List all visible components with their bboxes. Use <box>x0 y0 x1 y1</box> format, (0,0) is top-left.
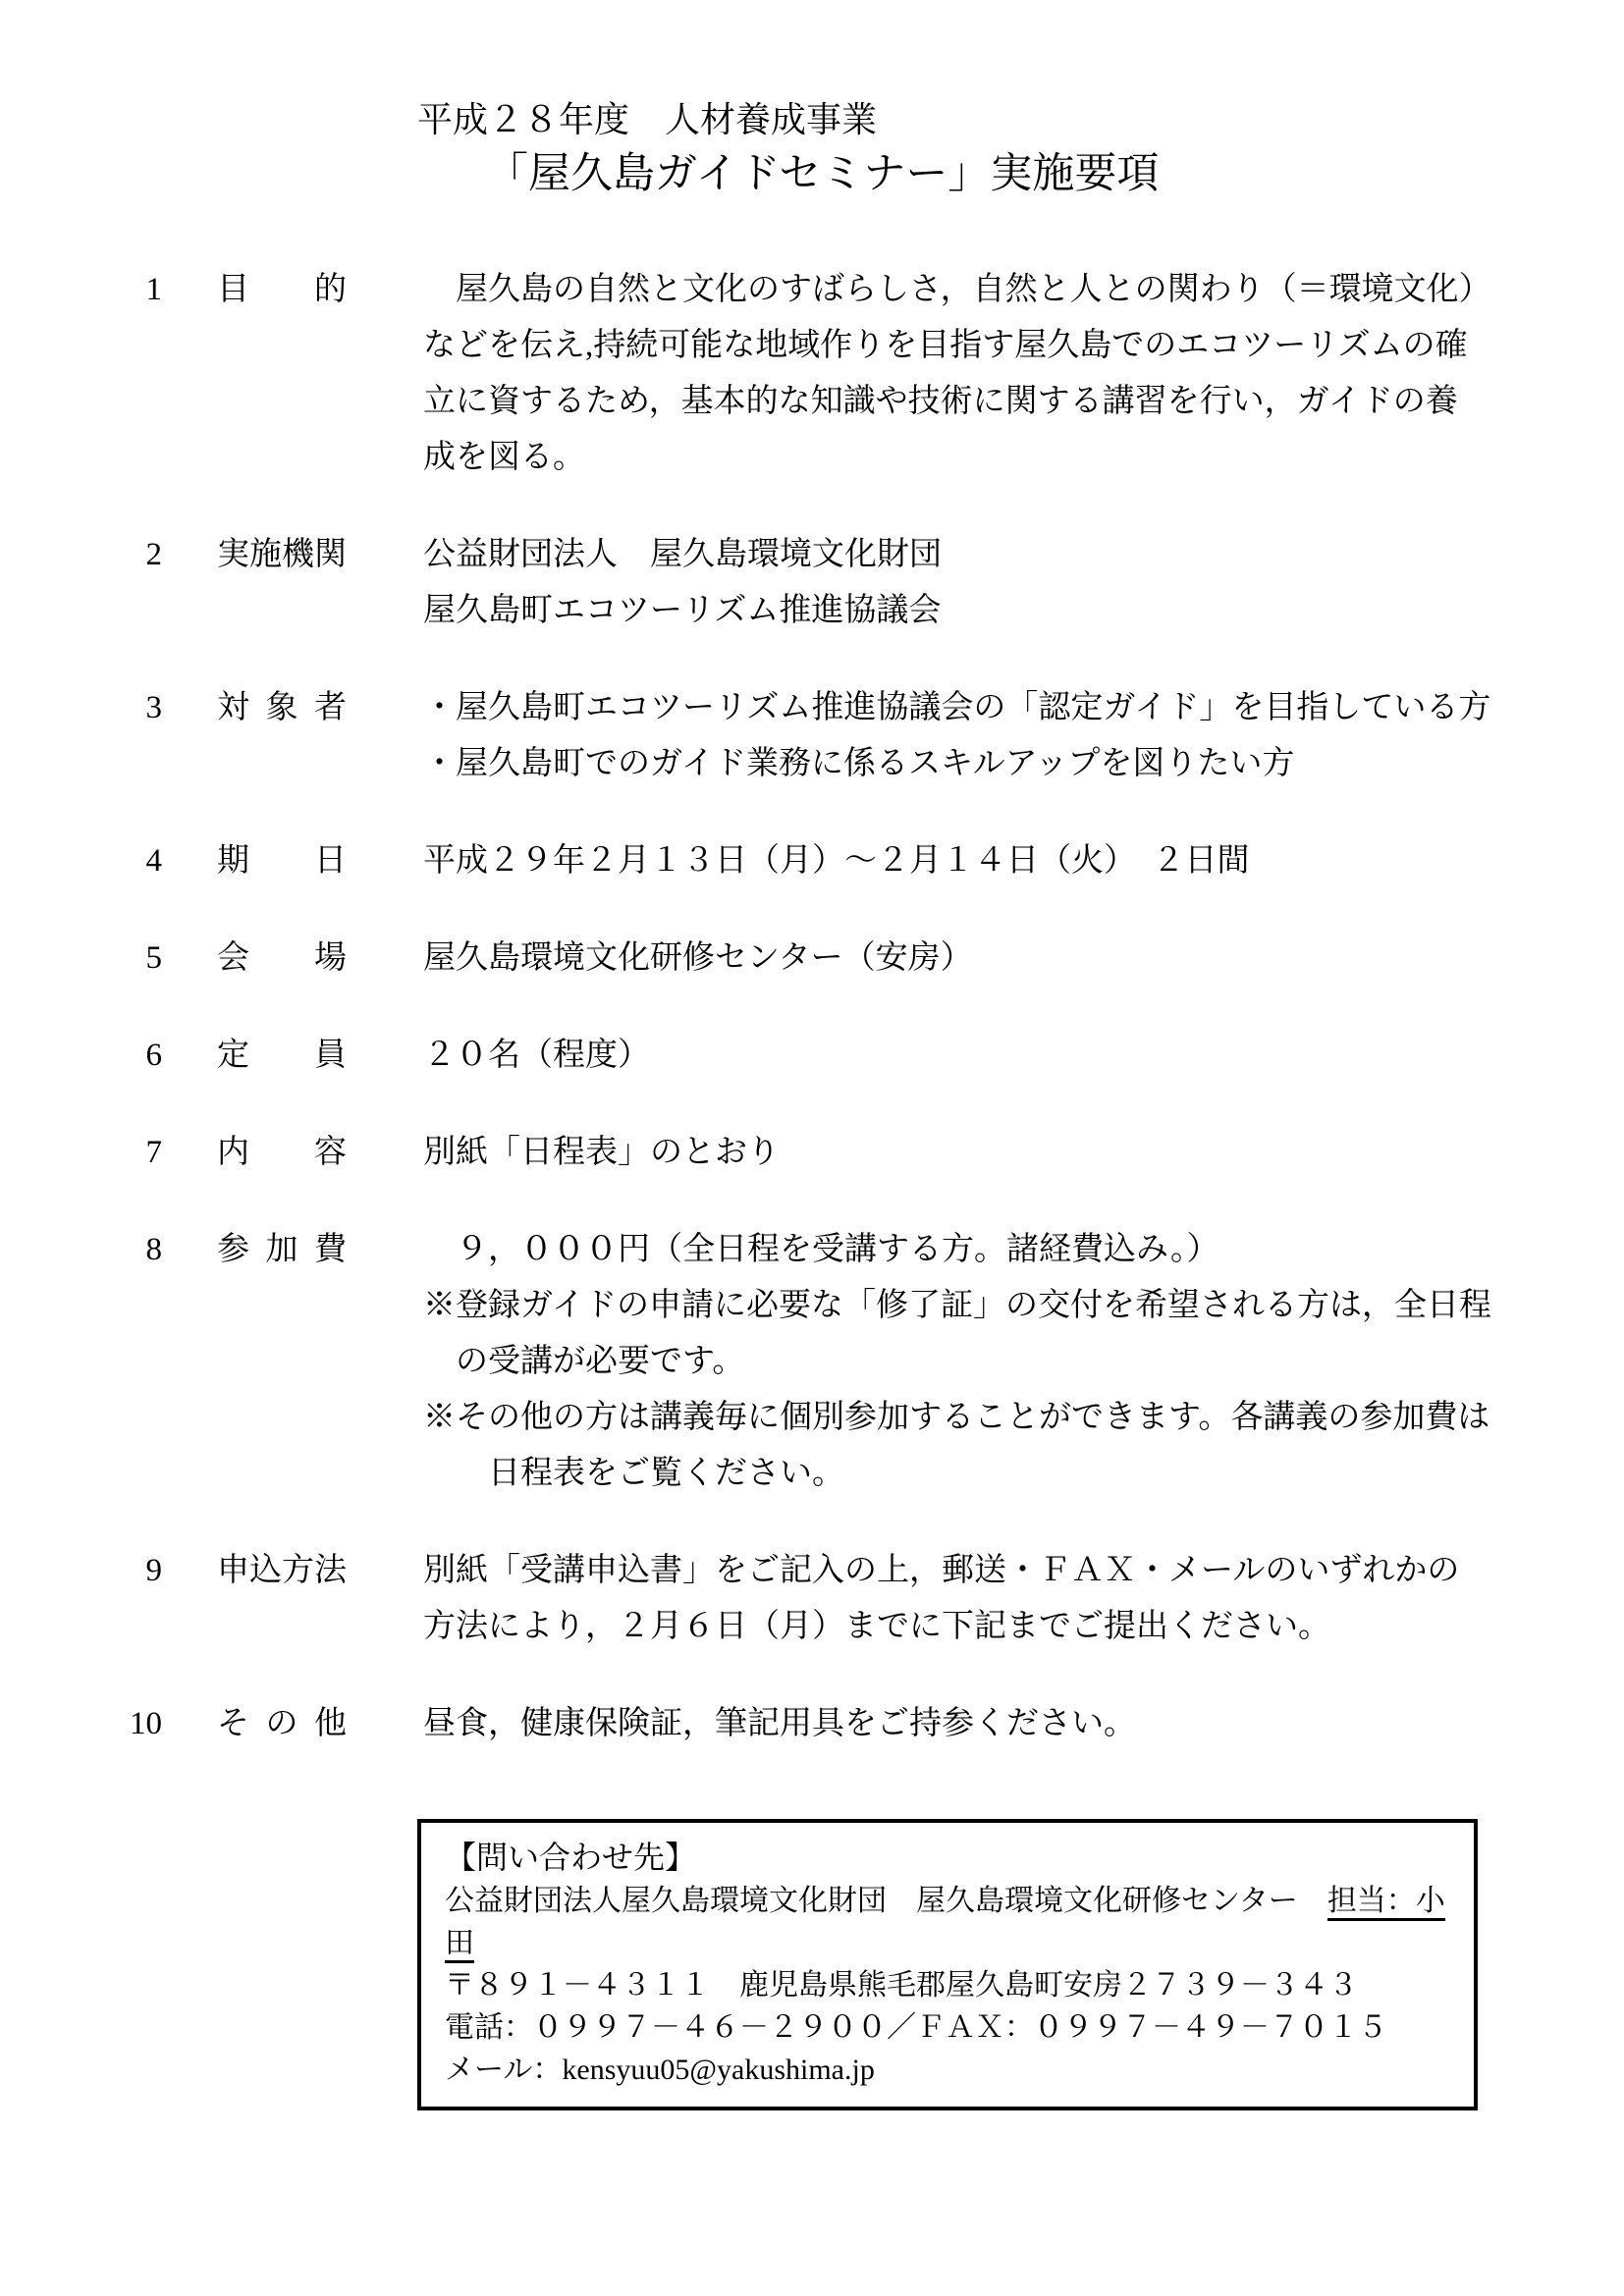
item-label: 参加費 <box>217 1231 347 1267</box>
text-line: 立に資するため，基本的な知識や技術に関する講習を行い，ガイドの養 <box>423 383 1458 419</box>
contact-heading: 【問い合わせ先】 <box>445 1839 697 1875</box>
item-content <box>423 931 1508 987</box>
text-line: ※登録ガイドの申請に必要な「修了証」の交付を希望される方は，全日程 <box>423 1287 1492 1323</box>
text-line: ※その他の方は講義毎に個別参加することができます。各講義の参加費は <box>423 1399 1490 1435</box>
item-label: 申込方法 <box>217 1552 347 1588</box>
item-label: 定員 <box>217 1037 347 1073</box>
item-number: 5 <box>145 939 162 976</box>
contact-org: 公益財団法人屋久島環境文化財団 屋久島環境文化研修センター <box>445 1884 1327 1917</box>
text-line: ・屋久島町エコツーリズム推進協議会の「認定ガイド」を目指している方 <box>423 689 1491 725</box>
text-line: 成を図る。 <box>423 439 585 475</box>
contact-email: メール：kensyuu05@yakushima.jp <box>445 2053 875 2086</box>
item-organizer <box>0 527 1624 639</box>
text-line: 昼食，健康保険証，筆記用具をご持参ください。 <box>423 1705 1136 1741</box>
items-list <box>0 262 1624 1752</box>
item-others <box>0 1696 1624 1752</box>
item-content <box>423 1696 1508 1752</box>
item-number: 2 <box>145 536 162 572</box>
contact-phone-fax: 電話：０９９７－４６－２９００／ＦＡＸ：０９９７－４９－７０１５ <box>445 2010 1387 2044</box>
item-content <box>423 680 1508 792</box>
item-number: 7 <box>145 1134 162 1170</box>
item-label: 内容 <box>217 1134 347 1170</box>
item-target <box>0 680 1624 792</box>
item-label: 期日 <box>217 842 347 879</box>
text-line: 別紙「受講申込書」をご記入の上，郵送・ＦＡＸ・メールのいずれかの <box>423 1552 1460 1588</box>
contact-address: 〒８９１－４３１１ 鹿児島県熊毛郡屋久島町安房２７３９－３４３ <box>445 1968 1358 2002</box>
item-fee <box>0 1222 1624 1502</box>
item-label: 会場 <box>217 939 347 976</box>
contact-person: 担当：小田 <box>445 1885 1445 1963</box>
text-line: 方法により，２月６日（月）までに下記までご提出ください。 <box>423 1608 1330 1644</box>
item-content <box>423 527 1508 639</box>
item-label: 目的 <box>217 271 347 307</box>
contact-org-line <box>445 1880 1450 1964</box>
item-number: 3 <box>145 689 162 725</box>
doc-title: 「屋久島ガイドセミナー」実施要項 <box>486 151 1160 197</box>
doc-subtitle: 平成２８年度 人材養成事業 <box>417 100 878 139</box>
item-number: 6 <box>145 1037 162 1073</box>
text-line: 平成２９年２月１３日（月）～２月１４日（火） ２日間 <box>423 842 1250 879</box>
item-content <box>423 262 1508 486</box>
item-number: 1 <box>145 271 162 307</box>
item-number: 4 <box>145 842 162 879</box>
item-number: 9 <box>145 1552 162 1588</box>
contact-box <box>417 1819 1478 2110</box>
item-content <box>423 1125 1508 1181</box>
item-content <box>423 1543 1508 1655</box>
item-application <box>0 1543 1624 1655</box>
text-line: の受講が必要です。 <box>423 1343 745 1379</box>
item-purpose <box>0 262 1624 486</box>
item-number: 8 <box>145 1231 162 1267</box>
text-line: ９，０００円（全日程を受講する方。諸経費込み。） <box>423 1231 1219 1267</box>
text-line: 屋久島の自然と文化のすばらしさ，自然と人との関わり（＝環境文化） <box>423 271 1491 307</box>
item-label: 実施機関 <box>217 536 347 572</box>
text-line: ２０名（程度） <box>423 1037 650 1073</box>
item-content <box>423 1028 1508 1084</box>
item-label: 対象者 <box>217 689 347 725</box>
item-number: 10 <box>130 1705 162 1741</box>
text-line: 日程表をご覧ください。 <box>423 1455 844 1491</box>
text-line: などを伝え,持続可能な地域作りを目指す屋久島でのエコツーリズムの確 <box>423 327 1468 363</box>
text-line: ・屋久島町でのガイド業務に係るスキルアップを図りたい方 <box>423 745 1295 781</box>
text-line: 公益財団法人 屋久島環境文化財団 <box>423 536 942 572</box>
item-content <box>423 1222 1508 1502</box>
item-date <box>0 833 1624 889</box>
item-contents <box>0 1125 1624 1181</box>
text-line: 屋久島町エコツーリズム推進協議会 <box>423 592 942 628</box>
item-content <box>423 833 1508 889</box>
item-venue <box>0 931 1624 987</box>
item-capacity <box>0 1028 1624 1084</box>
text-line: 屋久島環境文化研修センター（安房） <box>423 939 973 976</box>
text-line: 別紙「日程表」のとおり <box>423 1134 780 1170</box>
item-label: その他 <box>217 1705 347 1741</box>
